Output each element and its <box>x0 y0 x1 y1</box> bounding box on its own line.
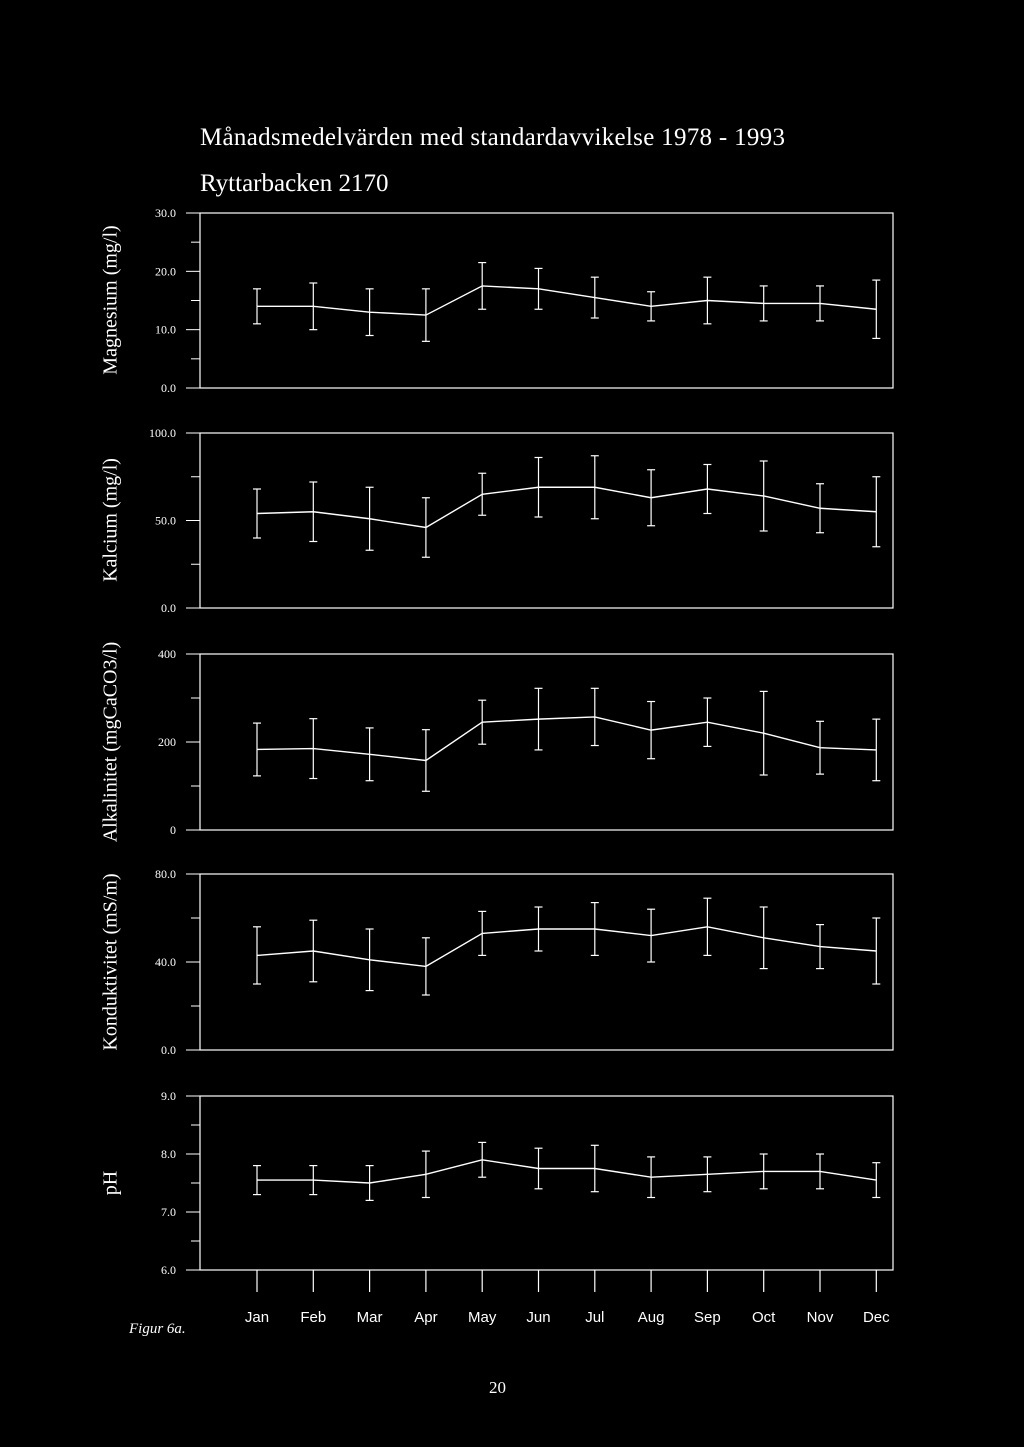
month-label-mar: Mar <box>356 1309 383 1326</box>
month-label-jan: Jan <box>244 1309 270 1326</box>
month-label-sep: Sep <box>694 1309 721 1326</box>
magnesium-y-tick-label: 0.0 <box>161 381 176 395</box>
alkalinitet-y-tick-label: 0 <box>170 823 176 837</box>
magnesium-mean-line <box>257 286 876 315</box>
page-number: 20 <box>489 1378 506 1397</box>
ph-y-tick-label: 7.0 <box>161 1205 176 1219</box>
alkalinitet-axis-label: Alkalinitet (mgCaCO3/l) <box>99 641 122 843</box>
magnesium-y-tick-label: 20.0 <box>155 264 176 279</box>
magnesium-y-tick-label: 30.0 <box>155 206 176 220</box>
magnesium-axis-label: Magnesium (mg/l) <box>99 225 122 375</box>
month-label-oct: Oct <box>752 1309 776 1326</box>
konduktivitet-mean-line <box>257 927 876 967</box>
month-label-feb: Feb <box>300 1309 327 1326</box>
month-label-aug: Aug <box>637 1309 665 1326</box>
ph-axis-label: pH <box>99 1170 122 1196</box>
konduktivitet-axis-label: Konduktivitet (mS/m) <box>99 873 122 1051</box>
ph-y-tick-label: 9.0 <box>161 1089 176 1103</box>
month-label-nov: Nov <box>806 1309 834 1326</box>
month-label-may: May <box>468 1309 497 1326</box>
magnesium-y-tick-label: 10.0 <box>155 322 176 337</box>
alkalinitet-y-tick-label: 400 <box>158 647 176 661</box>
month-label-dec: Dec <box>862 1309 890 1326</box>
magnesium-plot-frame <box>200 213 893 388</box>
konduktivitet-y-tick-label: 0.0 <box>161 1043 176 1057</box>
chart-title: Månadsmedelvärden med standardavvikelse 1978 - 1993 <box>200 124 786 151</box>
month-label-apr: Apr <box>414 1309 438 1326</box>
ph-mean-line <box>257 1160 876 1183</box>
ph-y-tick-label: 6.0 <box>161 1263 176 1277</box>
kalcium-axis-label: Kalcium (mg/l) <box>99 458 122 582</box>
month-label-jul: Jul <box>585 1309 605 1326</box>
kalcium-plot-frame <box>200 433 893 608</box>
kalcium-y-tick-label: 0.0 <box>161 601 176 615</box>
chart-subtitle: Ryttarbacken 2170 <box>200 170 389 197</box>
ph-y-tick-label: 8.0 <box>161 1147 176 1161</box>
alkalinitet-mean-line <box>257 717 876 761</box>
konduktivitet-y-tick-label: 80.0 <box>155 867 176 881</box>
alkalinitet-y-tick-label: 200 <box>158 735 176 749</box>
alkalinitet-plot-frame <box>200 654 893 830</box>
kalcium-mean-line <box>257 487 876 527</box>
ph-plot-frame <box>200 1096 893 1270</box>
figure-label: Figur 6a. <box>129 1321 186 1337</box>
kalcium-y-tick-label: 50.0 <box>155 513 176 528</box>
konduktivitet-y-tick-label: 40.0 <box>155 955 176 969</box>
month-label-jun: Jun <box>526 1309 551 1326</box>
konduktivitet-plot-frame <box>200 874 893 1050</box>
kalcium-y-tick-label: 100.0 <box>149 426 176 440</box>
